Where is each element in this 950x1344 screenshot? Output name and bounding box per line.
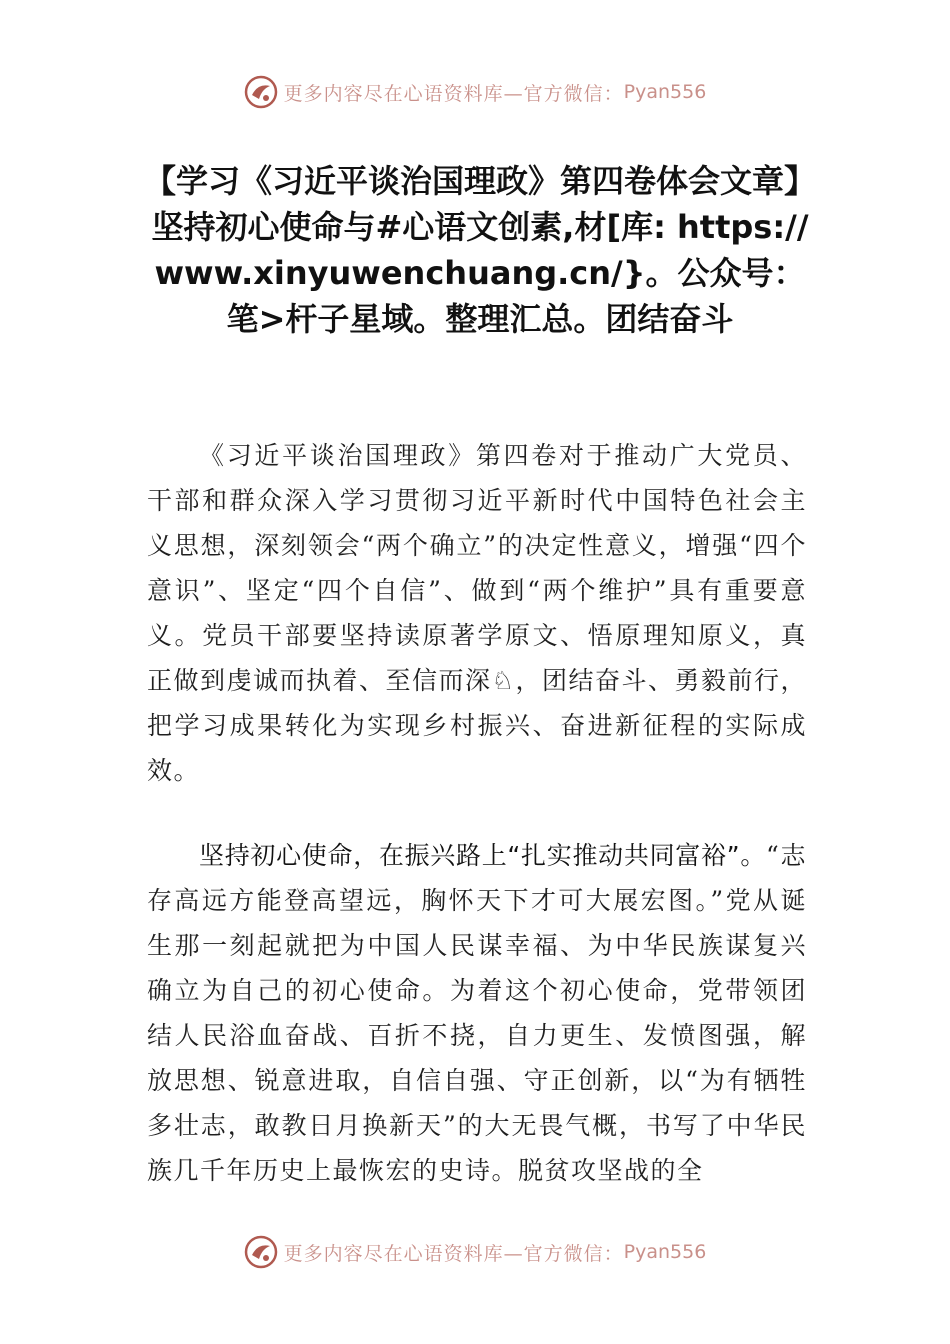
paragraph-2-body: “志存高远方能登高望远，胸怀天下才可大展宏图。”党从诞生那一刻起就把为中国人民谋幸福、为中华民族谋复兴确立为自己的初心使命。为着这个初心使命，党带领团结人民浴血奋战、百折不挠，自力更生、发愤图强，解放思想、锐意进取，自信自强、守正创新，以“为有牺牲多壮志，敢教日月换新天”的大无畏气概，书写了中华民族几千年历史上最恢宏的史诗。脱贫攻坚战的全 (147, 841, 808, 1185)
footer-banner-handle: Pyan556 (623, 1241, 707, 1263)
footer-banner (0, 1232, 950, 1272)
header-banner-text: 更多内容尽在心语资料库—官方微信： (283, 82, 624, 105)
header-banner (0, 72, 950, 112)
paragraph-2-lead: 坚持初心使命，在振兴路上“扎实推动共同富裕”。 (199, 841, 767, 870)
paragraph-2 (147, 833, 807, 1193)
document-title: 【学习《习近平谈治国理政》第四卷体会文章】坚持初心使命与#心语文创素,材[库: https:// www.xinyuwenchuang.cn/}。公众号：笔>杆子星域。整理汇总。团结奋斗 (143, 162, 816, 338)
seal-logo-icon (244, 75, 278, 109)
seal-logo-icon (244, 1235, 278, 1269)
footer-banner-text: 更多内容尽在心语资料库—官方微信： (283, 1242, 624, 1265)
paragraph-1: 《习近平谈治国理政》第四卷对于推动广大党员、干部和群众深入学习贯彻习近平新时代中国特色社会主义思想，深刻领会“两个确立”的决定性意义，增强“四个意识”、坚定“四个自信”、做到“两个维护”具有重要意义。党员干部要坚持读原著学原文、悟原理知原义，真正做到虔诚而执着、至信而深♘，团结奋斗、勇毅前行，把学习成果转化为实现乡村振兴、奋进新征程的实际成效。 (147, 441, 807, 785)
header-banner-handle: Pyan556 (623, 81, 707, 103)
